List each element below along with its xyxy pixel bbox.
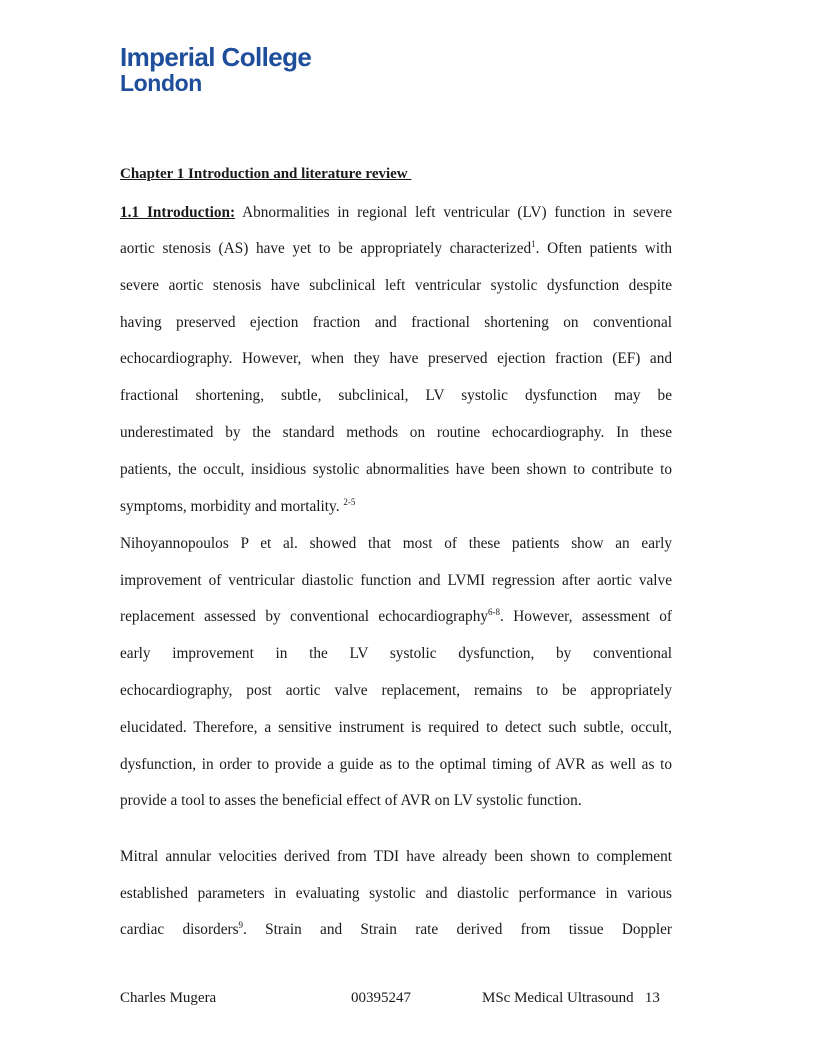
text-line: severe aortic stenosis have subclinical left ventricular systolic dysfunction despite [120,277,672,294]
text-line: cardiac disorders$^9$. Strain and Strain rate derived from tissue Doppler [120,920,672,938]
text-line: Mitral annular velocities derived from TDI have already been shown to complement [120,848,672,865]
text-line: aortic stenosis (AS) have yet to be appropriately characterized$^1$. Often patients with [120,239,673,257]
text-line: underestimated by the standard methods on routine echocardiography. In these [120,424,672,441]
text-line: early improvement in the LV systolic dysfunction, by conventional [120,645,672,662]
text-line: Nihoyannopoulos P et al. showed that most of these patients show an early [120,535,672,552]
text-line: replacement assessed by conventional echocardiography$^{6-8}$. However, assessment of [120,607,672,625]
citation: 1 [531,239,536,249]
text-line: echocardiography. However, when they have preserved ejection fraction (EF) and [120,350,672,367]
text-line: patients, the occult, insidious systolic abnormalities have been shown to contribute to [120,461,672,478]
text-line: improvement of ventricular diastolic function and LVMI regression after aortic valve [120,572,672,589]
citation: 9 [238,920,244,930]
footer-author: Charles Mugera [120,990,217,1006]
text-line: provide a tool to asses the beneficial effect of AVR on LV systolic function. [120,792,582,809]
citation: 6-8 [488,607,500,617]
footer-course-page: MSc Medical Ultrasound 13 [482,990,660,1006]
text-line: echocardiography, post aortic valve replacement, remains to be appropriately [120,682,672,699]
text-line: having preserved ejection fraction and fractional shortening on conventional [120,314,672,331]
section-label: 1.1 Introduction: [120,204,236,221]
footer-student-id: 00395247 [351,990,411,1006]
text-line: 1.1 Introduction: Abnormalities in regional left ventricular (LV) function in severe [120,204,673,221]
logo-line2: London [120,70,202,96]
text-line: dysfunction, in order to provide a guide as to the optimal timing of AVR as well as to [120,756,672,773]
text-line: fractional shortening, subtle, subclinical, LV systolic dysfunction may be [120,387,672,404]
text-line: elucidated. Therefore, a sensitive instrument is required to detect such subtle, occult, [120,719,672,736]
citation: 2-5 [343,497,356,507]
text-line: symptoms, morbidity and mortality. $^{2-5}$ [120,497,356,515]
logo-line1: Imperial College [120,42,312,72]
text-line: established parameters in evaluating systolic and diastolic performance in various [120,885,672,902]
imperial-college-logo [120,44,311,95]
chapter-heading: Chapter 1 Introduction and literature review [120,166,412,182]
